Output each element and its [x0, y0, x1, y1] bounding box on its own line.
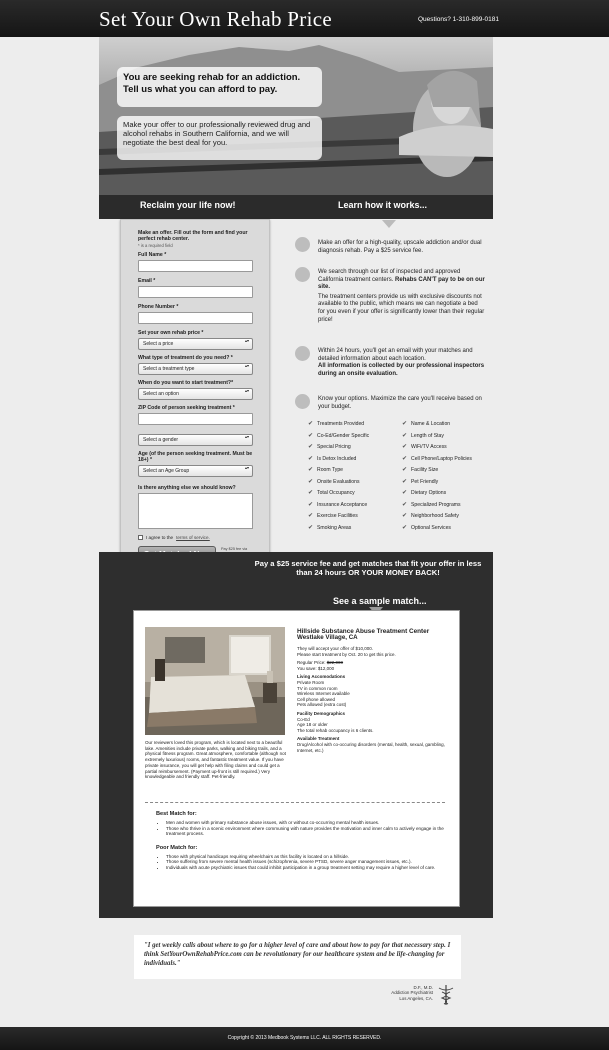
check-icon: ✔ — [402, 432, 408, 439]
feature-item — [308, 421, 364, 427]
sig-title: Addiction Psychiatrist — [391, 990, 433, 996]
zip-input[interactable] — [138, 413, 253, 425]
form-intro: Make an offer. Fill out the form and find your perfect rehab center. — [138, 230, 248, 243]
feature-item — [402, 433, 444, 439]
check-icon: ✔ — [308, 444, 314, 450]
feature-item — [402, 502, 461, 508]
feature-item — [308, 433, 369, 439]
start-text: Please start treatment by Oct. 20 to get this price. — [297, 651, 396, 657]
check-icon: ✔ — [308, 467, 314, 473]
phone-input[interactable] — [138, 312, 253, 324]
step-2-text — [318, 269, 486, 324]
feature-item — [402, 490, 446, 496]
best-heading: Best Match for: — [156, 811, 197, 817]
feature-label: Smoking Areas — [317, 524, 352, 531]
feature-label: Is Detox Included — [317, 455, 357, 462]
check-icon: ✔ — [402, 478, 408, 485]
check-icon: ✔ — [402, 501, 408, 508]
list-item: Age 18 or older — [297, 722, 328, 728]
poor-heading: Poor Match for: — [156, 844, 198, 851]
feature-item — [402, 467, 438, 473]
feature-label: Specialized Programs — [411, 501, 461, 508]
feature-item — [308, 490, 355, 496]
feature-label: Special Pricing — [317, 444, 351, 450]
check-icon: ✔ — [402, 524, 408, 531]
feature-label: Room Type — [317, 467, 343, 473]
feature-item — [308, 502, 367, 508]
guarantee-text: Pay a $25 service fee and get matches that fit your offer in less than 24 hours OR YOUR MONEY BACK! — [254, 559, 482, 578]
feature-label: Dietary Options — [411, 490, 447, 496]
down-arrow-icon — [382, 220, 396, 228]
testimonial-signature — [391, 985, 433, 1001]
regular-price: $22,000 — [326, 660, 344, 666]
divider — [145, 802, 445, 803]
offer-icon — [295, 237, 310, 252]
living-heading: Living Accomodations — [297, 674, 346, 680]
feature-item — [402, 525, 451, 531]
start-select[interactable]: Select an option ▴▾ — [138, 388, 253, 400]
treatment-select[interactable]: Select a treatment type ▴▾ — [138, 363, 253, 375]
testimonial-quote: "I get weekly calls about where to go for a higher level of care and about how to pay for that necessary step. I think SetYourOwnRehabPrice.com can be revolutionary for our healthcare system and be life-changing for individuals." — [144, 942, 451, 967]
reclaim-heading: Reclaim your life now! — [140, 200, 236, 210]
feature-item — [402, 421, 450, 427]
gender-select[interactable]: Select a gender ▴▾ — [138, 434, 253, 446]
hero-banner — [99, 37, 493, 195]
check-icon: ✔ — [402, 490, 408, 496]
notes-label: Is there anything else we should know? — [138, 484, 236, 491]
feature-label: Facility Size — [411, 467, 439, 473]
required-note: * is a required field — [138, 242, 173, 248]
terms-checkbox[interactable] — [138, 535, 143, 540]
footer: Copyright © 2013 Medbook Systems LLC. ALL RIGHTS RESERVED. — [0, 1027, 609, 1050]
caduceus-icon — [438, 984, 454, 1006]
feature-item — [402, 456, 472, 462]
facility-location: Westlake Village, CA — [297, 634, 358, 641]
accept-text: They will accept your offer of $10,000. — [297, 646, 373, 651]
phone-label: Phone Number * — [138, 303, 179, 310]
review-text: Our reviewers loved this program, which is located next to a beautiful lake. Amenities include private parks, walking and biking trails, and a physical fitness program. Great atmosphere, comfortable (although not extremely luxurious) rooms, and fantastic treatment value. If you have private insurance, you will get help with filing claims and could get a partial reimbursement. (Payment up-front is still required.) Very knowledgeable and friendly staff. Pet-friendly. — [145, 740, 286, 780]
check-icon: ✔ — [308, 421, 314, 427]
feature-item — [402, 479, 438, 485]
check-icon: ✔ — [308, 455, 314, 462]
price-select[interactable]: Select a price ▴▾ — [138, 338, 253, 350]
notes-textarea[interactable] — [138, 493, 253, 529]
step-4-text: Know your options. Maximize the care you'll receive based on your budget. — [318, 396, 482, 410]
full-name-input[interactable] — [138, 260, 253, 272]
feature-label: Insurance Acceptance — [317, 501, 368, 508]
feature-label: Onsite Evaluations — [317, 478, 360, 485]
feature-item — [308, 513, 358, 519]
feature-label: Optional Services — [411, 524, 451, 531]
list-item: Private Room — [297, 679, 325, 685]
offer-form — [120, 219, 270, 599]
feature-label: Name & Location — [411, 421, 451, 427]
check-icon: ✔ — [308, 513, 314, 519]
feature-label: Total Occupancy — [317, 490, 355, 496]
list-item: • Those who thrive in a scenic environment where communing with nature provides the motivation and inner calm to actively engage in the treatment process. — [166, 826, 448, 837]
email-input[interactable] — [138, 286, 253, 298]
facility-name: Hillside Substance Abuse Treatment Center — [297, 628, 430, 635]
feature-item — [402, 444, 447, 450]
step-1-text: Make an offer for a high-quality, upscale addiction and/or dual diagnosis rehab. Pay a $25 service fee. — [318, 240, 482, 254]
treatment-label: What type of treatment do you need? * — [138, 354, 233, 361]
feature-label: WiFi/TV Access — [411, 444, 447, 450]
step-2-main: We search through our list of inspected and approved California treatment centers. — [318, 269, 461, 283]
step-3-text — [318, 348, 486, 378]
feature-label: Co-Ed/Gender Specific — [317, 432, 370, 439]
site-title[interactable]: Set Your Own Rehab Price — [99, 7, 332, 31]
list-item: The total rehab occupancy is 6 clients. — [297, 727, 374, 733]
step-3-bold: All information is collected by our professional inspectors during an onsite evaluation. — [318, 363, 485, 377]
step-3-main: Within 24 hours, you'll get an email with your matches and detailed information about each location. — [318, 348, 473, 362]
list-item: TV in common room — [297, 685, 338, 691]
hero-headline: You are seeking rehab for an addiction. Tell us what you can afford to pay. — [117, 67, 322, 107]
zip-label: ZIP Code of person seeking treatment * — [138, 404, 235, 411]
feature-item — [308, 525, 351, 531]
feature-label: Exercise Facilities — [317, 513, 358, 519]
avail-heading: Available Treatment — [297, 736, 340, 742]
avail-text: Drug/Alcohol with co-occuring disorders (mental, health, sexual, gambling, Internet, etc.) — [297, 741, 445, 753]
feature-item — [308, 467, 343, 473]
check-icon: ✔ — [402, 455, 408, 462]
list-item: • Men and women with primary substance abuse issues, with or without co-occurring mental health issues. — [166, 820, 448, 826]
price-label: Set your own rehab price * — [138, 329, 204, 336]
check-icon: ✔ — [402, 513, 408, 519]
room-photo — [145, 627, 285, 735]
age-label: Age (of the person seeking treatment. Must be 18+) * — [138, 450, 253, 463]
list-item: Co-Ed — [297, 716, 310, 722]
feature-label: Neighborhood Safety — [411, 513, 459, 519]
check-icon: ✔ — [308, 490, 314, 496]
list-item: Pets allowed (extra cost) — [297, 702, 347, 708]
check-icon: ✔ — [402, 444, 408, 450]
sig-name: D.F., M.D. — [413, 985, 433, 990]
pay-fee-text: Pay $25 fee via — [221, 547, 248, 552]
feature-label: Treatments Provided — [317, 421, 365, 427]
feature-label: Pet Friendly — [411, 478, 439, 485]
feature-item — [402, 513, 459, 519]
start-label: When do you want to start treatment?* — [138, 379, 234, 386]
list-item: • Those suffering from severe mental health issues (schizophrenia, severe PTSD, severe anger management issues, etc.). — [166, 859, 448, 865]
feature-item — [308, 479, 360, 485]
demo-list — [297, 717, 455, 734]
feature-item — [308, 456, 356, 462]
savings: You save: $12,000 — [297, 665, 335, 671]
check-icon: ✔ — [308, 478, 314, 485]
step-2-bold: Rehabs CAN'T pay to be on our site. — [318, 276, 485, 291]
demo-heading: Facility Demographics — [297, 710, 346, 716]
list-item: • Those with physical handicaps requiring wheelchairs as this facility is located on a hillside. — [166, 854, 448, 860]
list-item: Cell phone allowed — [297, 696, 336, 702]
terms-text: I agree to the — [146, 534, 174, 540]
email-label: Email * — [138, 277, 156, 284]
check-icon: ✔ — [402, 467, 408, 473]
check-icon: ✔ — [308, 501, 314, 508]
feature-item — [308, 444, 351, 450]
poor-list — [156, 854, 448, 871]
living-list — [297, 680, 455, 708]
check-icon: ✔ — [402, 421, 408, 427]
sig-place: Los Angeles, CA. — [399, 995, 433, 1001]
check-icon: ✔ — [308, 524, 314, 531]
email-icon — [295, 346, 310, 361]
full-name-label: Full Name * — [138, 251, 167, 258]
terms-link[interactable]: terms of service. — [176, 534, 210, 540]
regular-label: Regular Price: — [297, 660, 326, 666]
check-icon: ✔ — [308, 432, 314, 439]
facility-details — [297, 646, 455, 753]
search-icon — [295, 267, 310, 282]
match-fit — [156, 811, 448, 871]
learn-heading: Learn how it works... — [338, 200, 428, 210]
feature-label: Cell Phone/Laptop Policies — [411, 455, 472, 462]
best-list — [156, 820, 448, 837]
age-select[interactable]: Select an Age Group ▴▾ — [138, 465, 253, 477]
hero-subtext: Make your offer to our professionally reviewed drug and alcohol rehabs in Southern California, and we will negotiate the best deal for you. — [117, 116, 322, 160]
list-item: • Individuals with acute psychiatric issues that could inhibit participation in a group treatment setting may require a higher level of care. — [166, 865, 448, 871]
step-2-detail: The treatment centers provide us with exclusive discounts not available to the public, which means we can negotiate a bed for you even if your offer is significantly lower than their regular price! — [318, 293, 485, 323]
terms-row — [138, 535, 255, 540]
testimonial — [134, 935, 461, 979]
phone-number[interactable]: Questions? 1-310-899-0181 — [418, 16, 499, 23]
list-item: Wireless Internet available — [297, 691, 350, 697]
feature-label: Length of Stay — [411, 432, 444, 439]
heart-icon — [295, 394, 310, 409]
sample-title: See a sample match... — [333, 596, 427, 606]
